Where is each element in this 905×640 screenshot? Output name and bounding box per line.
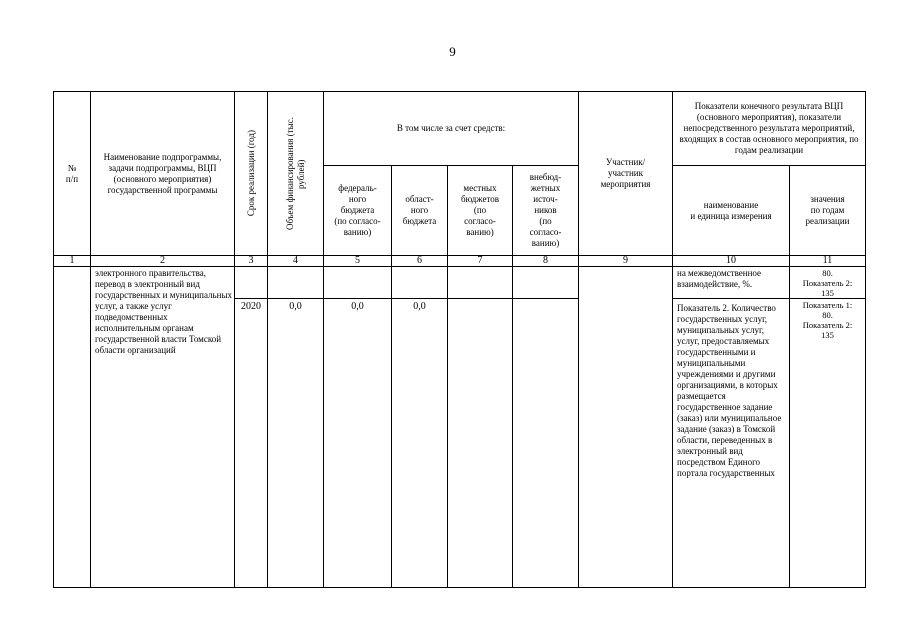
- cell-local-top: [448, 267, 513, 299]
- col-number: 4: [268, 256, 324, 267]
- header-volume: [268, 92, 324, 256]
- cell-volume: 0,0: [268, 299, 324, 588]
- header-participant: Участник/ участник мероприятия: [579, 92, 673, 256]
- cell-ind-values-top: 80. Показатель 2: 135: [790, 267, 866, 299]
- header-term: [235, 92, 268, 256]
- cell-extra: [513, 299, 579, 588]
- cell-volume-top: [268, 267, 324, 299]
- header-volume-text: Объем финансирования (тыс. рублей): [284, 117, 306, 230]
- header-num: № п/п: [54, 92, 91, 256]
- page-number: 9: [449, 44, 456, 59]
- col-number: 2: [91, 256, 235, 267]
- col-number: 1: [54, 256, 91, 267]
- cell-regional: 0,0: [392, 299, 448, 588]
- cell-program-name: электронного правительства, перевод в электронный вид государственных и муниципальных услуг, а также услуг подведомственных исполнительным органам государственной власти Томской области организаций: [91, 267, 235, 588]
- cell-term-top: [235, 267, 268, 299]
- col-number: 8: [513, 256, 579, 267]
- header-term-text: Срок реализации (год): [245, 130, 256, 217]
- header-regional: област- ного бюджета: [392, 166, 448, 256]
- cell-year: 2020: [235, 299, 268, 588]
- cell-ind-name-top: на межведомственное взаимодействие, %.: [673, 267, 790, 299]
- cell-participant: [579, 267, 673, 588]
- cell-num: [54, 267, 91, 588]
- col-number: 10: [673, 256, 790, 267]
- header-ind-name: наименование и единица измерения: [673, 166, 790, 256]
- header-incl: В том числе за счет средств:: [324, 92, 579, 166]
- cell-ind-values-bottom: Показатель 1: 80. Показатель 2: 135: [790, 299, 866, 588]
- header-indicators: Показатели конечного результата ВЦП (основного мероприятия), показатели непосредственного результата мероприятий, входящих в состав основного мероприятия, по годам реализации: [673, 92, 866, 166]
- cell-ind-name-bottom: Показатель 2. Количество государственных услуг, муниципальных услуг, услуг, предоставляемых государственными и муниципальными учреждениями и другими организациями, в которых размещается государственное задание (заказ) или муниципальное задание (заказ) в Томской области, переведенных в электронный вид посредством Единого портала государственных: [673, 299, 790, 588]
- cell-federal-top: [324, 267, 392, 299]
- col-number: 11: [790, 256, 866, 267]
- cell-federal: 0,0: [324, 299, 392, 588]
- header-name: Наименование подпрограммы, задачи подпрограммы, ВЦП (основного мероприятия) государственной программы: [91, 92, 235, 256]
- col-number: 3: [235, 256, 268, 267]
- header-local: местных бюджетов (по согласо- ванию): [448, 166, 513, 256]
- cell-regional-top: [392, 267, 448, 299]
- program-table: [53, 91, 865, 588]
- cell-extra-top: [513, 267, 579, 299]
- header-ind-values: значения по годам реализации: [790, 166, 866, 256]
- col-number: 5: [324, 256, 392, 267]
- header-extra: внебюд- жетных источ- ников (по согласо- ванию): [513, 166, 579, 256]
- cell-local: [448, 299, 513, 588]
- col-number: 6: [392, 256, 448, 267]
- col-number: 7: [448, 256, 513, 267]
- col-number: 9: [579, 256, 673, 267]
- header-federal: федераль- ного бюджета (по согласо- ванию): [324, 166, 392, 256]
